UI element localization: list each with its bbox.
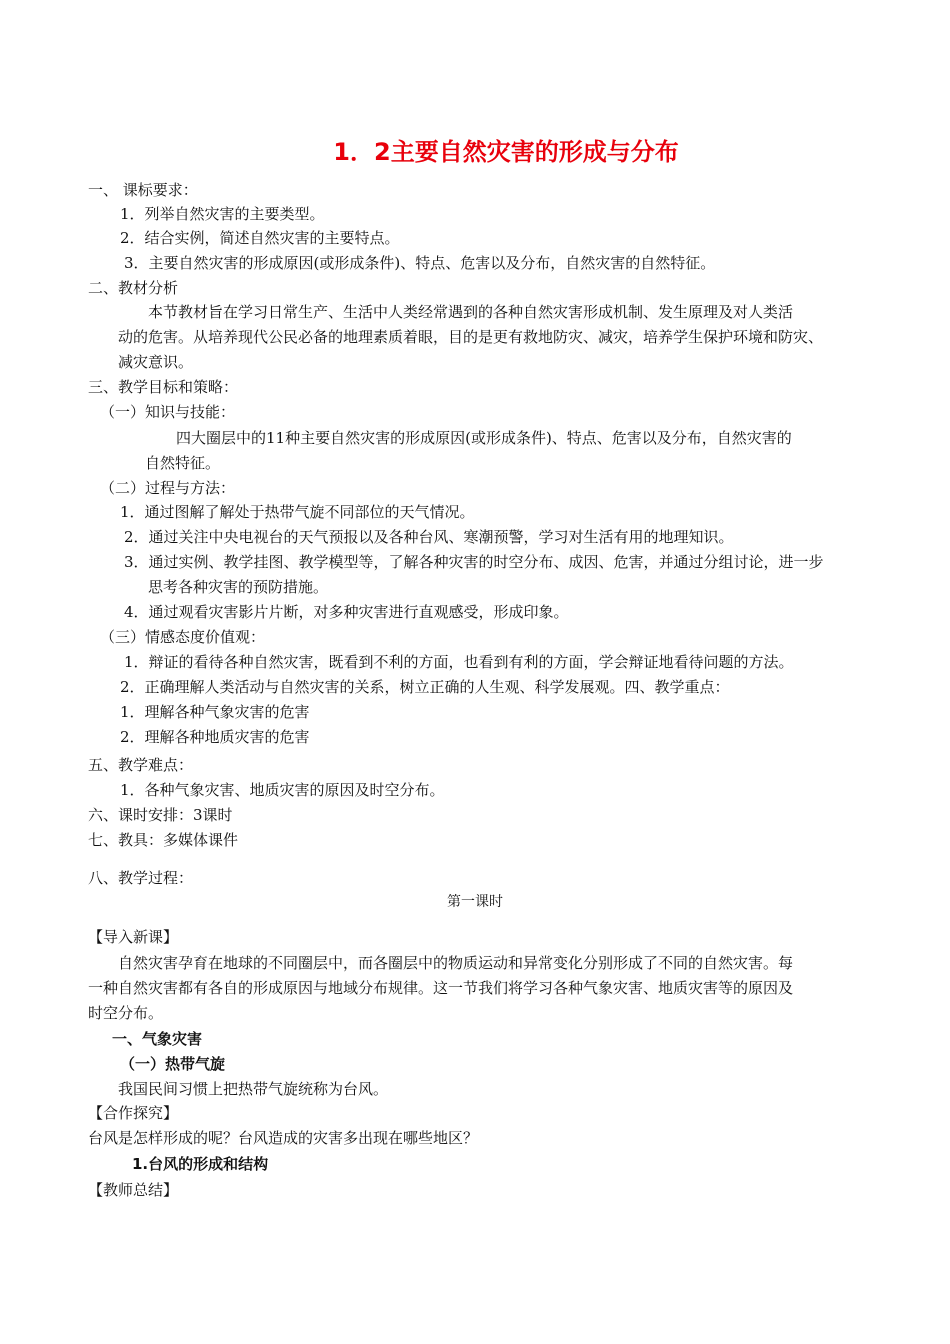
list-item: 2．理解各种地质灾害的危害	[120, 728, 310, 746]
section-5-heading: 五、教学难点：	[88, 756, 194, 774]
weather-disaster-heading: 一、气象灾害	[112, 1030, 203, 1048]
page-title: 1．2主要自然灾害的形成与分布	[333, 138, 679, 166]
list-item: 3．通过实例、教学挂图、教学模型等，了解各种灾害的时空分布、成因、危害，并通过分组讨论，进一步	[124, 553, 824, 571]
intro-tag: 【导入新课】	[88, 928, 179, 946]
list-item: 4．通过观看灾害影片片断，对多种灾害进行直观感受，形成印象。	[124, 603, 569, 621]
list-item: 2．通过关注中央电视台的天气预报以及各种台风、寒潮预警，学习对生活有用的地理知识。	[124, 528, 734, 546]
paragraph-line: 自然灾害孕育在地球的不同圈层中，而各圈层中的物质运动和异常变化分别形成了不同的自然灾害。每	[118, 954, 794, 972]
list-item: 1．各种气象灾害、地质灾害的原因及时空分布。	[120, 781, 445, 799]
list-item: 思考各种灾害的预防措施。	[148, 578, 329, 596]
list-item: 2．正确理解人类活动与自然灾害的关系，树立正确的人生观、科学发展观。四、教学重点：	[120, 678, 730, 696]
list-item: 1．列举自然灾害的主要类型。	[120, 205, 325, 223]
subsection-heading: （一）知识与技能：	[100, 403, 236, 421]
section-7-heading: 七、教具：多媒体课件	[88, 831, 239, 849]
typhoon-formation-heading: 1.台风的形成和结构	[132, 1155, 269, 1173]
paragraph-line: 自然特征。	[145, 454, 221, 472]
paragraph-line: 一种自然灾害都有各自的形成原因与地域分布规律。这一节我们将学习各种气象灾害、地质灾害等的原因及	[88, 979, 794, 997]
section-3-heading: 三、教学目标和策略：	[88, 378, 239, 396]
section-1-heading: 一、 课标要求：	[88, 181, 198, 199]
section-8-heading: 八、教学过程：	[88, 869, 194, 887]
list-item: 3．主要自然灾害的形成原因(或形成条件)、特点、危害以及分布，自然灾害的自然特征。	[124, 254, 716, 272]
list-item: 2．结合实例，简述自然灾害的主要特点。	[120, 229, 400, 247]
paragraph-line: 我国民间习惯上把热带气旋统称为台风。	[118, 1080, 389, 1098]
lesson-label: 第一课时	[447, 894, 503, 910]
list-item: 1．通过图解了解处于热带气旋不同部位的天气情况。	[120, 503, 475, 521]
paragraph-line: 动的危害。从培养现代公民必备的地理素质着眼，目的是更有救地防灾、减灾，培养学生保护环境和防灾、	[118, 328, 824, 346]
teacher-summary-tag: 【教师总结】	[88, 1181, 179, 1199]
list-item: 1．辩证的看待各种自然灾害，既看到不利的方面，也看到有利的方面，学会辩证地看待问题的方法。	[124, 653, 794, 671]
tropical-cyclone-heading: （一）热带气旋	[120, 1055, 226, 1073]
subsection-heading: （三）情感态度价值观：	[100, 628, 266, 646]
section-2-heading: 二、教材分析	[88, 279, 179, 297]
paragraph-line: 本节教材旨在学习日常生产、生活中人类经常遇到的各种自然灾害形成机制、发生原理及对人类活	[148, 303, 794, 321]
section-6-heading: 六、课时安排：3课时	[88, 806, 233, 824]
paragraph-line: 四大圈层中的11种主要自然灾害的形成原因(或形成条件)、特点、危害以及分布，自然灾害的	[176, 429, 792, 447]
paragraph-line: 台风是怎样形成的呢？台风造成的灾害多出现在哪些地区？	[88, 1129, 479, 1147]
cooperation-tag: 【合作探究】	[88, 1104, 179, 1122]
paragraph-line: 时空分布。	[88, 1004, 164, 1022]
subsection-heading: （二）过程与方法：	[100, 479, 236, 497]
list-item: 1．理解各种气象灾害的危害	[120, 703, 310, 721]
paragraph-line: 减灾意识。	[118, 353, 194, 371]
